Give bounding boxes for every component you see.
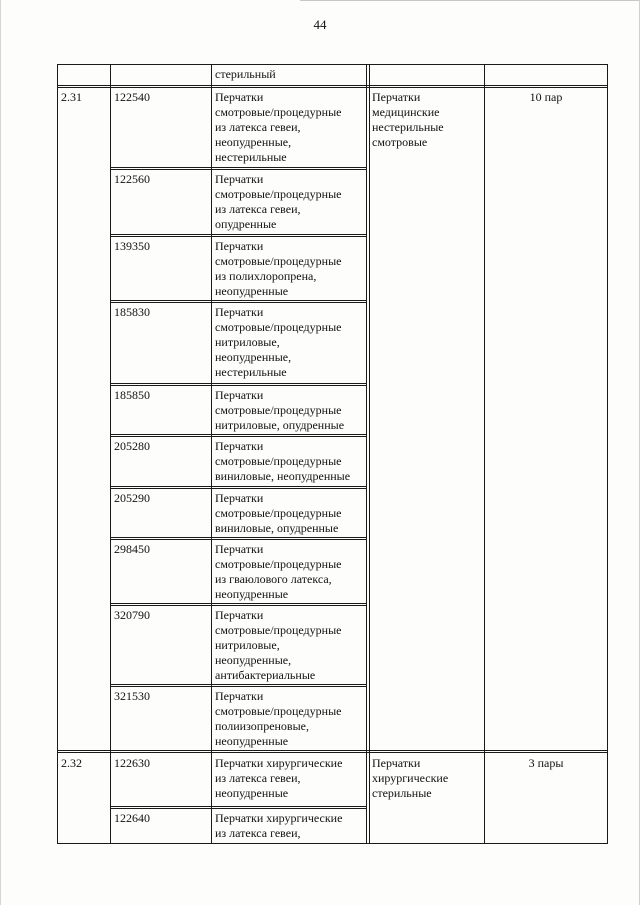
item-name: Перчатки смотровые/процедурные из полихлоропрена, неопудренные	[215, 239, 342, 298]
item-code: 298450	[114, 542, 150, 556]
item-code: 122640	[114, 811, 150, 825]
item-code: 205290	[114, 491, 150, 505]
item-code: 320790	[114, 608, 150, 622]
column-divider-group-right	[369, 64, 370, 844]
item-name: Перчатки смотровые/процедурные виниловые, неопудренные	[215, 439, 351, 483]
scan-edge-left	[0, 0, 1, 905]
subrow-divider	[110, 605, 367, 606]
item-code: 321530	[114, 689, 150, 703]
row-divider	[57, 85, 608, 86]
subrow-divider	[110, 603, 367, 604]
item-code: 185830	[114, 305, 150, 319]
column-divider-group-left	[366, 64, 367, 844]
group-name: Перчатки медицинские нестерильные смотровые	[372, 90, 444, 149]
subrow-divider	[110, 488, 367, 489]
subrow-divider	[110, 537, 367, 538]
page-number: 44	[313, 17, 327, 32]
subrow-divider	[110, 383, 367, 384]
quantity: 10 пар	[529, 90, 563, 104]
subrow-divider	[110, 684, 367, 685]
item-name: Перчатки смотровые/процедурные из латекса гевеи, опудренные	[215, 172, 342, 231]
item-name: Перчатки смотровые/процедурные нитриловые, опудренные	[215, 388, 345, 432]
row-divider	[57, 750, 608, 751]
item-code: 122540	[114, 90, 150, 104]
table-border-bottom	[57, 843, 608, 844]
item-name: Перчатки смотровые/процедурные полиизопреновые, неопудренные	[215, 689, 342, 748]
item-name: Перчатки смотровые/процедурные из гваюлового латекса, неопудренные	[215, 542, 342, 601]
item-name: Перчатки смотровые/процедурные нитриловые, неопудренные, антибактериальные	[215, 608, 342, 682]
table-border-right	[607, 64, 608, 844]
table-border-left	[57, 64, 58, 844]
subrow-divider	[110, 302, 367, 303]
subrow-divider	[110, 806, 367, 807]
table-border-top	[57, 64, 608, 65]
column-divider-name	[211, 64, 212, 844]
item-code: 205280	[114, 439, 150, 453]
quantity: 3 пары	[528, 756, 564, 770]
row-number: 2.31	[61, 90, 82, 104]
column-divider-code	[110, 64, 111, 844]
item-code: 122560	[114, 172, 150, 186]
item-name: Перчатки хирургические из латекса гевеи, неопудренные	[215, 756, 343, 800]
subrow-divider	[110, 434, 367, 435]
item-name: Перчатки смотровые/процедурные нитриловые, неопудренные, нестерильные	[215, 305, 342, 379]
row-number: 2.32	[61, 756, 82, 770]
continued-item-name: стерильный	[215, 67, 276, 81]
subrow-divider	[110, 167, 367, 168]
group-name: Перчатки хирургические стерильные	[372, 756, 449, 800]
subrow-divider	[110, 236, 367, 237]
column-divider-qty	[484, 64, 485, 844]
item-code: 122630	[114, 756, 150, 770]
scan-edge-top	[300, 0, 640, 1]
subrow-divider	[110, 539, 367, 540]
subrow-divider	[110, 686, 367, 687]
subrow-divider	[110, 169, 367, 170]
subrow-divider	[110, 436, 367, 437]
item-name: Перчатки смотровые/процедурные виниловые, опудренные	[215, 491, 342, 535]
item-code: 139350	[114, 239, 150, 253]
subrow-divider	[110, 385, 367, 386]
item-code: 185850	[114, 388, 150, 402]
row-divider	[57, 752, 608, 753]
subrow-divider	[110, 234, 367, 235]
subrow-divider	[110, 486, 367, 487]
item-name: Перчатки хирургические из латекса гевеи,	[215, 811, 343, 840]
subrow-divider	[110, 300, 367, 301]
subrow-divider	[110, 808, 367, 809]
row-divider	[57, 87, 608, 88]
item-name: Перчатки смотровые/процедурные из латекса гевеи, неопудренные, нестерильные	[215, 90, 342, 164]
